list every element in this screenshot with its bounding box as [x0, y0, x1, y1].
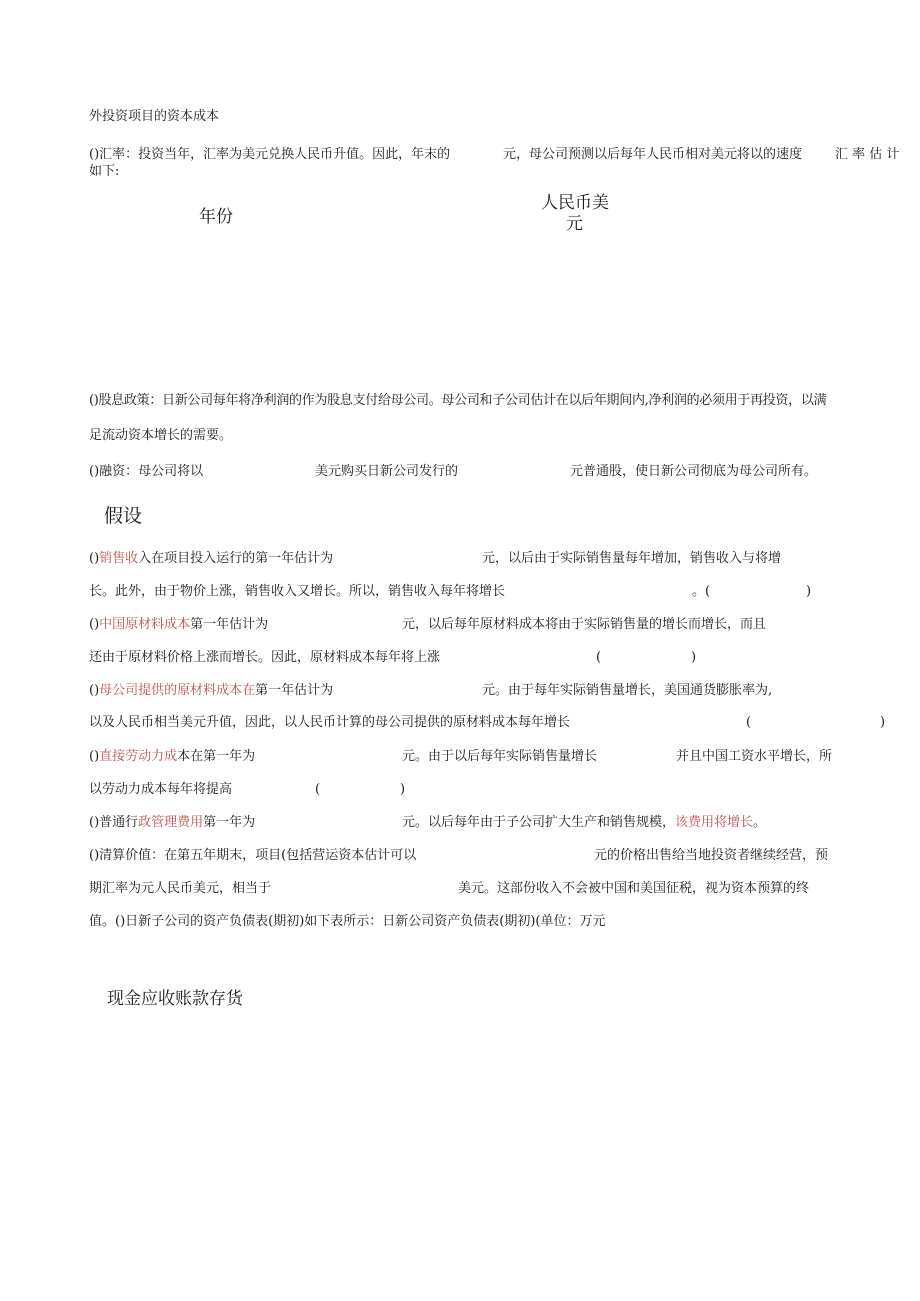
admin-highlight-2: 该费用将增长	[675, 815, 754, 830]
labor-prefix: ()	[89, 749, 100, 764]
labor-line2-c: )	[400, 782, 406, 797]
admin-text-b: 元。以后每年由于子公司扩大生产和销售规模，	[402, 815, 676, 830]
exchange-rate-text-c: 汇 率 估 计	[835, 147, 900, 162]
admin-text: 第一年为	[203, 815, 256, 830]
financing-text-b: 美元购买日新公司发行的	[315, 464, 459, 479]
parent-material-line2: 以及人民币相当美元升值，因此，以人民币计算的母公司提供的原材料成本每年增长	[89, 715, 571, 730]
cn-material-line1	[89, 617, 268, 633]
sales-line1-b: 元，以后由于实际销售量每年增加，销售收入与将增	[482, 551, 782, 566]
liquidation-line2: 期汇率为元人民币美元，相当于	[89, 881, 272, 896]
admin-line1	[89, 815, 255, 831]
labor-line2: 以劳动力成本每年将提高	[89, 782, 233, 797]
labor-line1	[89, 749, 255, 765]
section-title: 外投资项目的资本成本	[89, 109, 220, 124]
labor-text: 本在第一年为	[177, 749, 256, 764]
parent-material-text: 第一年估计为	[255, 683, 334, 698]
sales-line1	[89, 551, 333, 567]
dividend-text-2: 足流动资本增长的需要。	[89, 428, 233, 443]
labor-line2-b: (	[315, 782, 321, 797]
balance-sheet-items: 现金应收账款存货	[107, 989, 243, 1009]
labor-line1-b: 元。由于以后每年实际销售量增长	[402, 749, 598, 764]
parent-material-line2-c: )	[880, 715, 886, 730]
sales-text: 入在项目投入运行的第一年估计为	[138, 551, 334, 566]
sales-line2-c: )	[806, 584, 812, 599]
admin-prefix: ()普通行	[89, 815, 139, 830]
sales-highlight: 销售收	[99, 551, 139, 566]
sales-line2: 长。此外，由于物价上涨，销售收入又增长。所以，销售收入每年将增长	[89, 584, 506, 599]
cn-material-prefix: ()	[89, 617, 100, 632]
table-header-rmb-line1: 人民币美	[541, 193, 609, 213]
cn-material-text: 第一年估计为	[190, 617, 269, 632]
sales-prefix: ()	[89, 551, 100, 566]
cn-material-line2-b: (	[596, 650, 602, 665]
admin-end: 。	[753, 815, 767, 830]
assumptions-heading: 假设	[104, 505, 143, 527]
exchange-rate-text-a: ()汇率：投资当年，汇率为美元兑换人民币升值。因此，年末的	[89, 147, 451, 162]
liquidation-line3: 值。()日新子公司的资产负债表(期初)如下表所示：日新公司资产负债表(期初)(单位：万元	[89, 914, 606, 929]
liquidation-line2-b: 美元。这部份收入不会被中国和美国征税，视为资本预算的终	[458, 881, 810, 896]
parent-material-prefix: ()	[89, 683, 100, 698]
cn-material-line2: 还由于原材料价格上涨而增长。因此，原材料成本每年将上涨	[89, 650, 441, 665]
parent-material-highlight: 母公司提供的原材料成本在	[99, 683, 256, 698]
parent-material-line1	[89, 683, 333, 699]
admin-highlight: 政管理费用	[138, 815, 204, 830]
cn-material-highlight: 中国原材料成本	[99, 617, 191, 632]
labor-highlight: 直接劳动力成	[99, 749, 178, 764]
table-header-year: 年份	[199, 207, 233, 227]
dividend-text-1: ()股息政策：日新公司每年将净利润的作为股息支付给母公司。母公司和子公司估计在以后年期间内,净利润的必须用于再投资，以满	[89, 393, 827, 408]
financing-text-a: ()融资：母公司将以	[89, 464, 204, 479]
cn-material-line2-c: )	[691, 650, 697, 665]
exchange-rate-text-b: 元，母公司预测以后每年人民币相对美元将以的速度	[503, 147, 803, 162]
exchange-rate-text-d: 如下:	[89, 164, 120, 179]
liquidation-line1: ()清算价值：在第五年期末，项目(包括营运资本估计可以	[89, 848, 417, 863]
cn-material-line1-b: 元，以后每年原材料成本将由于实际销售量的增长而增长，而且	[402, 617, 767, 632]
liquidation-line1-b: 元的价格出售给当地投资者继续经营，预	[594, 848, 829, 863]
admin-line1-b	[402, 815, 766, 831]
financing-text-c: 元普通股，使日新公司彻底为母公司所有。	[570, 464, 818, 479]
sales-line2-b: 。(	[692, 584, 711, 599]
labor-line1-c: 并且中国工资水平增长，所	[676, 749, 833, 764]
parent-material-line1-b: 元。由于每年实际销售量增长，美国通货膨胀率为,	[482, 683, 773, 698]
parent-material-line2-b: (	[746, 715, 752, 730]
table-header-rmb-line2: 元	[566, 214, 583, 234]
